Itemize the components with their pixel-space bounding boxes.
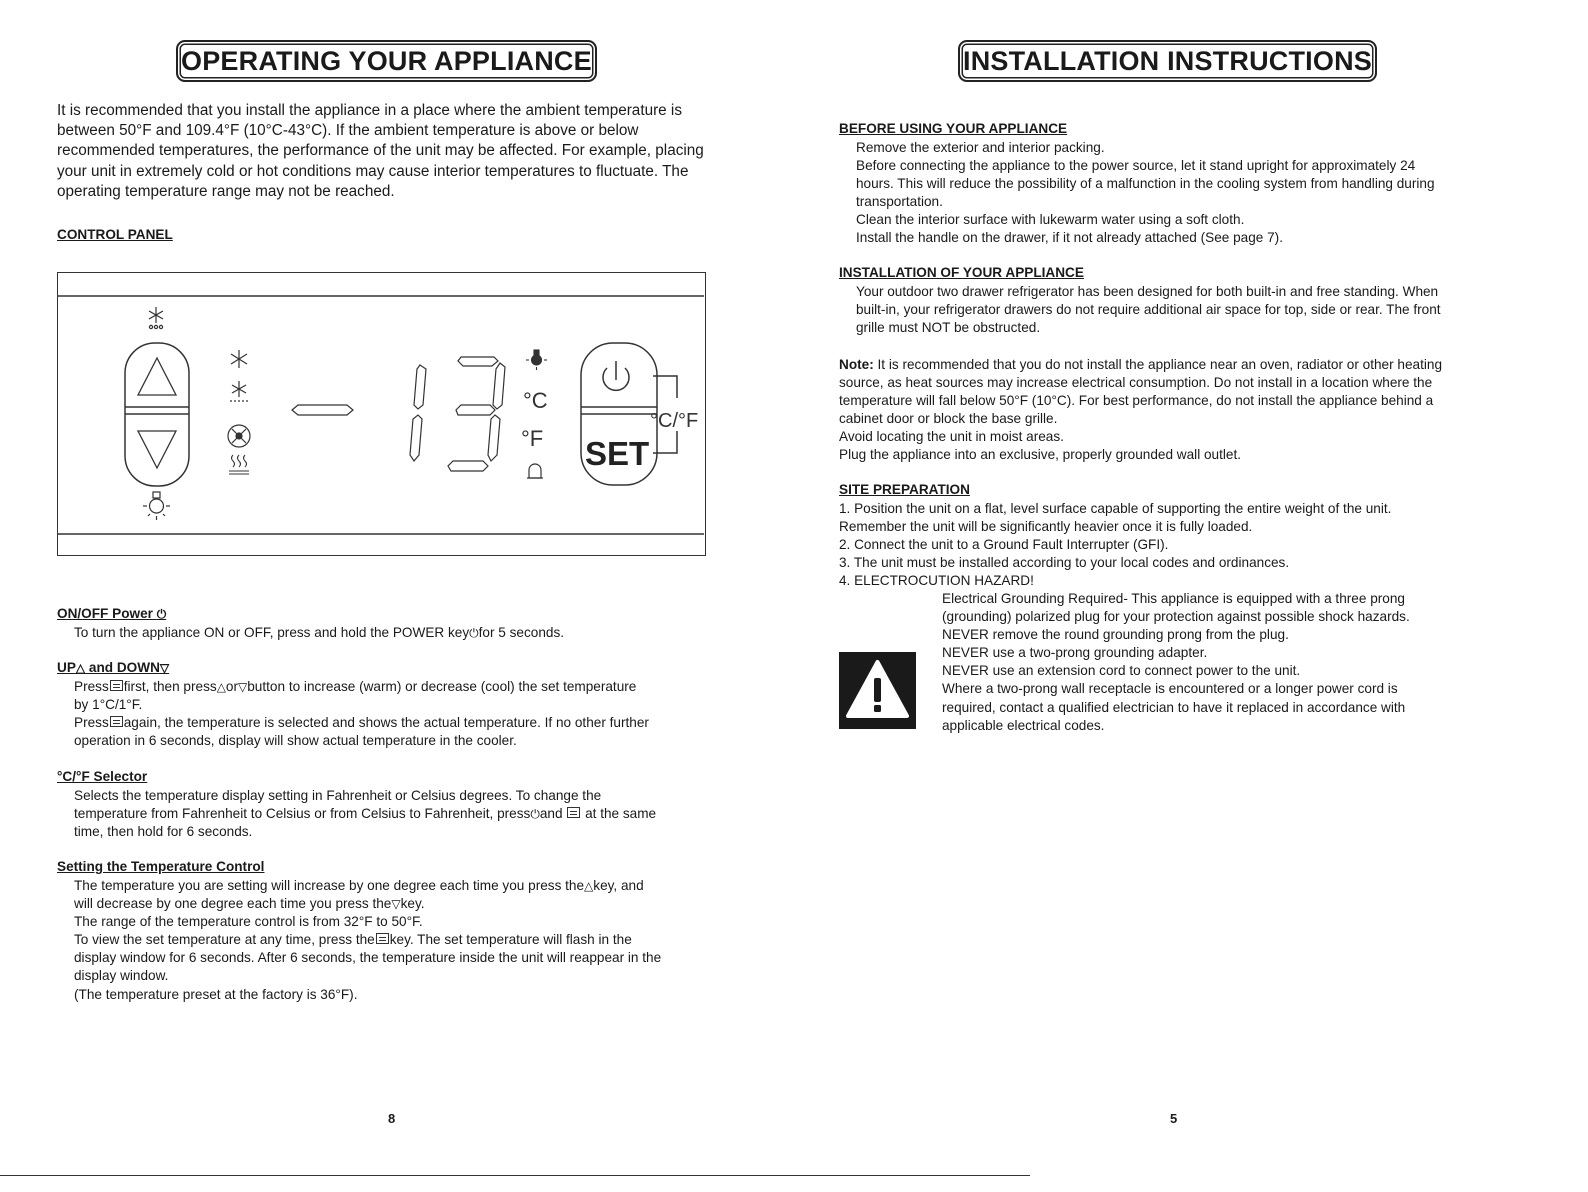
- installation-text: [839, 283, 1556, 337]
- power-icon: ⏻: [469, 626, 479, 640]
- grounding-l5: NEVER use an extension cord to connect power to the unit.: [942, 663, 1301, 679]
- selector-heading: °C/°F Selector: [57, 769, 148, 784]
- setting-l1b: key, and: [593, 878, 644, 893]
- page-number-left: 8: [388, 1111, 396, 1126]
- onoff-text: [57, 624, 774, 642]
- before-l4: transportation.: [856, 194, 943, 210]
- setting-l2b: key.: [400, 896, 425, 912]
- setting-text: [57, 877, 774, 1004]
- setting-heading: Setting the Temperature Control: [57, 859, 265, 874]
- site-text: [839, 500, 1549, 590]
- installation-heading: INSTALLATION OF YOUR APPLIANCE: [839, 265, 1084, 280]
- setting-l2a: will decrease by one degree each time you press the: [74, 896, 392, 912]
- digit-one: [410, 365, 426, 461]
- setting-l4a: To view the set temperature at any time, press the: [74, 932, 375, 948]
- updown-l4: operation in 6 seconds, display will show actual temperature in the cooler.: [74, 733, 517, 749]
- updown-l1b: first, then press: [123, 679, 217, 694]
- updown-heading-up: UP: [57, 660, 76, 675]
- control-panel-diagram: [57, 272, 706, 556]
- control-panel-heading: CONTROL PANEL: [57, 227, 173, 242]
- setting-l3: The range of the temperature control is from 32°F to 50°F.: [74, 914, 423, 930]
- updown-l2: by 1°C/1°F.: [74, 697, 143, 713]
- warning-icon: [839, 652, 916, 729]
- down-triangle-icon: ▽: [391, 897, 401, 912]
- site-l5: 4. ELECTROCUTION HAZARD!: [839, 573, 1034, 589]
- installation-l2: built-in, your refrigerator drawers do not require additional air space for top, side or rear. The front: [856, 302, 1441, 318]
- before-l3: hours. This will reduce the possibility of a malfunction in the cooling system from handling during: [856, 176, 1435, 192]
- updown-heading: [57, 660, 169, 675]
- setting-l6: display window.: [74, 968, 169, 984]
- page-title-installation: INSTALLATION INSTRUCTIONS: [958, 40, 1377, 82]
- footer-rule: [0, 1175, 1030, 1176]
- installation-l1: Your outdoor two drawer refrigerator has been designed for both built-in and free standing. When: [856, 284, 1439, 299]
- fahrenheit-label: °F: [521, 426, 544, 451]
- grounding-l3: NEVER remove the round grounding prong from the plug.: [942, 627, 1289, 643]
- selector-l3: time, then hold for 6 seconds.: [74, 824, 253, 840]
- fan-icon: [228, 425, 250, 447]
- grounding-l6: Where a two-prong wall receptacle is encountered or a longer power cord is: [942, 681, 1398, 697]
- setting-l7: (The temperature preset at the factory is 36°F).: [74, 986, 358, 1002]
- before-heading: BEFORE USING YOUR APPLIANCE: [839, 121, 1068, 136]
- before-l5: Clean the interior surface with lukewarm water using a soft cloth.: [856, 212, 1245, 228]
- note-label: Note:: [839, 357, 874, 372]
- grounding-l8: applicable electrical codes.: [942, 717, 1105, 733]
- onoff-text-b: for 5 seconds.: [478, 625, 565, 640]
- super-cool-icon: [230, 381, 248, 401]
- warning-triangle-svg: [839, 652, 916, 729]
- alarm-bell-icon: [527, 464, 543, 478]
- before-l2: Before connecting the appliance to the power source, let it stand upright for approximately 24: [856, 158, 1416, 174]
- intro-paragraph: It is recommended that you install the appliance in a place where the ambient temperature is between 50°F and 109.4°F (10°C-43°C). If the ambient temperature is above or below recommended temperatures, the performance of the unit may be affected. For example, placing your unit in extremely cold or hot conditions may cause interior temperatures to fluctuate. The operating temperature range may not be reached.: [57, 102, 704, 200]
- before-l6: Install the handle on the drawer, if it not already attached (See page 7).: [856, 230, 1283, 246]
- light-indicator-icon: [526, 350, 547, 370]
- selector-text: [57, 787, 774, 841]
- selector-l1: Selects the temperature display setting in Fahrenheit or Celsius degrees. To change the: [74, 788, 602, 803]
- setting-l4b: key. The set temperature will flash in the: [389, 932, 632, 948]
- onoff-heading-text: ON/OFF Power: [57, 606, 153, 621]
- up-triangle-icon[interactable]: [138, 358, 176, 395]
- set-key-icon: [110, 716, 123, 727]
- up-triangle-icon: △: [75, 661, 86, 675]
- updown-l3b: again, the temperature is selected and shows the actual temperature. If no other further: [123, 715, 649, 731]
- updown-l1c: or: [225, 679, 239, 694]
- power-icon: ⏻: [530, 807, 540, 822]
- site-l4: 3. The unit must be installed according to your local codes and ordinances.: [839, 555, 1290, 571]
- note-l6: Plug the appliance into an exclusive, properly grounded wall outlet.: [839, 447, 1242, 463]
- grounding-text: [942, 590, 1542, 735]
- before-l1: Remove the exterior and interior packing.: [856, 140, 1105, 155]
- note-l3: temperature will fall below 50°F (10°C). For best performance, do not install the appliance behind a: [839, 393, 1434, 409]
- site-l2: Remember the unit will be significantly heavier once it is fully loaded.: [839, 519, 1253, 535]
- power-icon[interactable]: [603, 361, 629, 390]
- note-l2: source, as heat sources may increase electrical consumption. Do not install in a location where the: [839, 375, 1433, 391]
- page-title-operating: OPERATING YOUR APPLIANCE: [176, 40, 597, 82]
- page-number-right: 5: [1170, 1111, 1178, 1126]
- note-l5: Avoid locating the unit in moist areas.: [839, 429, 1064, 445]
- snowflake-icon: [231, 350, 247, 368]
- down-triangle-icon: ▽: [238, 680, 248, 694]
- selector-l2a: temperature from Fahrenheit to Celsius or from Celsius to Fahrenheit, press: [74, 806, 531, 822]
- installation-l3: grille must NOT be obstructed.: [856, 320, 1041, 336]
- setting-l1a: The temperature you are setting will increase by one degree each time you press the: [74, 878, 585, 893]
- selector-l2c: at the same: [585, 806, 657, 822]
- set-key-icon: [376, 933, 389, 944]
- unit-toggle-label: °C/°F: [650, 410, 699, 432]
- setting-l5: display window for 6 seconds. After 6 seconds, the temperature inside the unit will reappear in the: [74, 950, 662, 966]
- down-triangle-icon: ▽: [159, 661, 170, 675]
- power-icon: ⏻: [156, 607, 167, 621]
- onoff-heading: [57, 606, 166, 622]
- onoff-text-a: To turn the appliance ON or OFF, press and hold the POWER key: [74, 625, 470, 640]
- updown-heading-and: and DOWN: [85, 660, 160, 675]
- up-down-rocker: [125, 343, 189, 486]
- note-l1: It is recommended that you do not install the appliance near an oven, radiator or other heating: [873, 357, 1443, 372]
- note-l4: cabinet door or block the base grille.: [839, 411, 1058, 427]
- site-l3: 2. Connect the unit to a Ground Fault Interrupter (GFI).: [839, 537, 1169, 553]
- minus-segment: [292, 405, 353, 415]
- heater-icon: [229, 455, 249, 474]
- updown-l1a: Press: [74, 679, 109, 694]
- note-text: [839, 356, 1549, 465]
- updown-l1d: button to increase (warm) or decrease (cool) the set temperature: [247, 679, 637, 694]
- up-triangle-icon: △: [216, 680, 226, 694]
- updown-text: [57, 678, 774, 750]
- celsius-label: °C: [523, 388, 548, 413]
- grounding-l1: Electrical Grounding Required- This appliance is equipped with a three prong: [942, 591, 1405, 606]
- selector-l2b: and: [539, 806, 563, 822]
- site-l1: 1. Position the unit on a flat, level surface capable of supporting the entire weight of the unit.: [839, 501, 1392, 516]
- before-text: [839, 139, 1556, 248]
- updown-l3a: Press: [74, 715, 109, 731]
- up-triangle-icon: △: [584, 879, 594, 893]
- set-key-icon[interactable]: SET: [585, 435, 650, 472]
- down-triangle-icon[interactable]: [138, 431, 176, 468]
- defrost-snowflake-icon: [149, 307, 163, 329]
- digit-three: [448, 357, 505, 471]
- grounding-l4: NEVER use a two-prong grounding adapter.: [942, 645, 1208, 661]
- grounding-l2: (grounding) polarized plug for your protection against possible shock hazards.: [942, 609, 1410, 625]
- site-heading: SITE PREPARATION: [839, 482, 970, 497]
- control-panel-svg: [58, 273, 704, 554]
- set-key-icon: [110, 680, 123, 691]
- set-key-icon: [567, 807, 580, 818]
- lightbulb-icon: [143, 492, 170, 520]
- grounding-l7: required, contact a qualified electrician to have it replaced in accordance with: [942, 699, 1406, 715]
